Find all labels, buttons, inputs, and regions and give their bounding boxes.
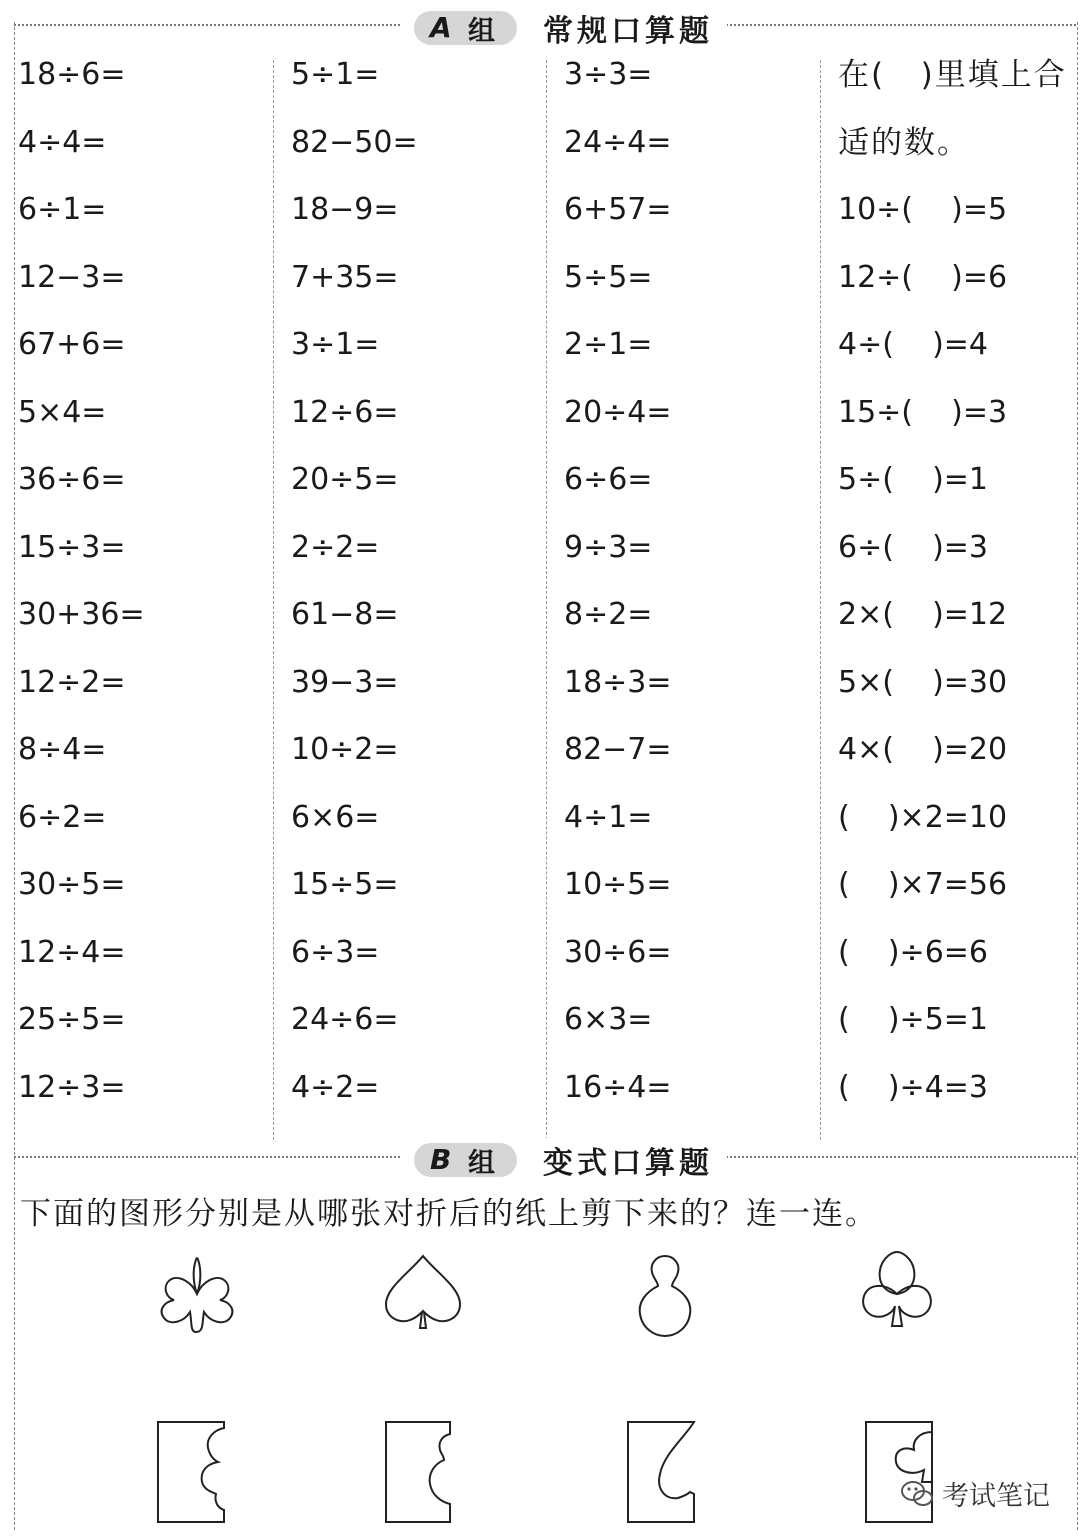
equation-item[interactable]: 39−3=	[291, 664, 399, 700]
equation-item[interactable]: 6×6=	[291, 799, 380, 835]
equation-item[interactable]: 12÷4=	[18, 934, 126, 970]
fill-in-item[interactable]: ( )×7=56	[838, 867, 1008, 902]
gourd-icon[interactable]	[632, 1252, 698, 1342]
equation-item[interactable]: 8÷4=	[18, 732, 107, 767]
three-hearts-clover-icon[interactable]	[152, 1252, 242, 1340]
fill-in-item[interactable]: 5÷( )=1	[838, 462, 988, 497]
equation-item[interactable]: 12÷3=	[18, 1069, 126, 1105]
fill-in-item[interactable]: 4÷( )=4	[838, 327, 988, 362]
group-a-title-wrap	[400, 6, 727, 50]
equation-item[interactable]: 24÷6=	[291, 1002, 399, 1037]
equation-item[interactable]: 6×3=	[564, 1002, 653, 1037]
group-a-label: 组	[468, 15, 495, 47]
group-b-title-wrap	[400, 1138, 727, 1182]
fill-in-item[interactable]: ( )÷6=6	[838, 934, 988, 970]
equation-item[interactable]: 3÷3=	[564, 57, 653, 92]
equation-item[interactable]: 82−7=	[564, 732, 672, 767]
equation-item[interactable]: 30÷5=	[18, 867, 126, 902]
group-b-question: 下面的图形分别是从哪张对折后的纸上剪下来的？连一连。	[20, 1196, 878, 1232]
equation-item[interactable]: 2÷2=	[291, 529, 380, 565]
equation-item[interactable]: 10÷2=	[291, 732, 399, 767]
fill-in-item[interactable]: ( )×2=10	[838, 799, 1008, 835]
group-a-badge	[414, 11, 517, 45]
equation-item[interactable]: 7+35=	[291, 259, 399, 295]
folded-paper-half-spade-icon[interactable]	[626, 1420, 698, 1528]
equation-item[interactable]: 6÷6=	[564, 462, 653, 497]
group-a-letter: A	[430, 11, 452, 44]
spade-icon[interactable]	[380, 1252, 466, 1338]
fill-in-instruction-line2: 适的数。	[838, 125, 970, 161]
equation-item[interactable]: 16÷4=	[564, 1069, 672, 1105]
equation-item[interactable]: 15÷3=	[18, 529, 126, 565]
fill-in-item[interactable]: 4×( )=20	[838, 732, 1008, 767]
equation-item[interactable]: 61−8=	[291, 597, 399, 632]
fill-in-item[interactable]: ( )÷4=3	[838, 1069, 988, 1105]
group-a-title: 常规口算题	[543, 14, 713, 49]
group-b-label: 组	[468, 1147, 495, 1179]
equation-item[interactable]: 30÷6=	[564, 934, 672, 970]
equation-item[interactable]: 18÷6=	[18, 57, 126, 92]
group-b-title: 变式口算题	[543, 1146, 713, 1181]
fill-in-item[interactable]: ( )÷5=1	[838, 1002, 988, 1037]
fill-in-item[interactable]: 15÷( )=3	[838, 394, 1008, 430]
watermark-text: 考试笔记	[942, 1481, 1050, 1512]
folded-paper-half-clover-icon[interactable]	[156, 1420, 228, 1528]
equation-item[interactable]: 12÷2=	[18, 664, 126, 700]
column-divider	[273, 60, 274, 1140]
equation-item[interactable]: 18−9=	[291, 192, 399, 227]
equation-item[interactable]: 5×4=	[18, 394, 107, 430]
equation-item[interactable]: 6÷3=	[291, 934, 380, 970]
equation-item[interactable]: 2÷1=	[564, 327, 653, 362]
fill-in-item[interactable]: 2×( )=12	[838, 597, 1008, 632]
equation-item[interactable]: 4÷2=	[291, 1069, 380, 1105]
column-divider	[546, 60, 547, 1140]
equation-item[interactable]: 6+57=	[564, 192, 672, 227]
equation-item[interactable]: 67+6=	[18, 327, 126, 362]
equation-item[interactable]: 36÷6=	[18, 462, 126, 497]
group-b-letter: B	[430, 1143, 452, 1176]
equation-item[interactable]: 15÷5=	[291, 867, 399, 902]
club-icon[interactable]	[854, 1248, 940, 1340]
fill-in-item[interactable]: 5×( )=30	[838, 664, 1008, 700]
equation-item[interactable]: 4÷1=	[564, 799, 653, 835]
group-a-columns	[14, 50, 1076, 1140]
group-b-badge	[414, 1143, 517, 1177]
column-divider	[820, 60, 821, 1140]
watermark	[900, 1474, 1050, 1513]
equation-item[interactable]: 9÷3=	[564, 529, 653, 565]
equation-item[interactable]: 12−3=	[18, 259, 126, 295]
equation-item[interactable]: 30+36=	[18, 597, 145, 632]
folded-paper-half-gourd-icon[interactable]	[384, 1420, 454, 1528]
equation-item[interactable]: 5÷1=	[291, 57, 380, 92]
equation-item[interactable]: 5÷5=	[564, 259, 653, 295]
equation-item[interactable]: 25÷5=	[18, 1002, 126, 1037]
fill-in-item[interactable]: 10÷( )=5	[838, 192, 1008, 227]
wechat-icon	[900, 1479, 934, 1509]
equation-item[interactable]: 8÷2=	[564, 597, 653, 632]
equation-item[interactable]: 3÷1=	[291, 327, 380, 362]
equation-item[interactable]: 10÷5=	[564, 867, 672, 902]
fill-in-item[interactable]: 6÷( )=3	[838, 529, 988, 565]
equation-item[interactable]: 20÷4=	[564, 394, 672, 430]
group-b-header	[14, 1136, 1076, 1181]
equation-item[interactable]: 12÷6=	[291, 394, 399, 430]
equation-item[interactable]: 6÷2=	[18, 799, 107, 835]
equation-item[interactable]: 20÷5=	[291, 462, 399, 497]
fill-in-instruction-line1: 在( )里填上合	[838, 57, 1067, 93]
equation-item[interactable]: 24÷4=	[564, 124, 672, 160]
equation-item[interactable]: 82−50=	[291, 124, 418, 160]
group-a-header	[14, 4, 1076, 49]
equation-item[interactable]: 6÷1=	[18, 192, 107, 227]
equation-item[interactable]: 4÷4=	[18, 124, 107, 160]
fill-in-item[interactable]: 12÷( )=6	[838, 259, 1008, 295]
equation-item[interactable]: 18÷3=	[564, 664, 672, 700]
